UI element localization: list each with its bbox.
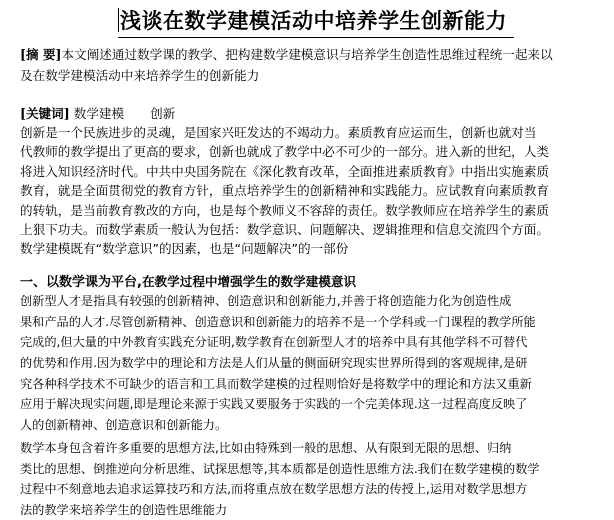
abstract-line: 及在数学建模活动中来培养学生的创新能力	[20, 68, 260, 83]
paragraph-line: 上狠下功夫。而数学素质一般认为包括：数学意识、问题解决、逻辑推理和信息交流四个方面。	[20, 221, 549, 237]
text-cursor	[118, 8, 119, 32]
abstract-text: 本文阐述通过数学课的教学、把构建数学建模意识与培养学生创造性思维过程统一起来以	[61, 47, 553, 62]
document-title	[118, 5, 507, 37]
keywords	[20, 104, 610, 124]
keyword-item: 数学建模	[73, 106, 125, 121]
paragraph-line: 类比的思想、倒推逆向分析思维、试探思想等,其本质都是创造性思维方法.我们在数学建模的数学	[20, 461, 540, 476]
paragraph-line: 人的创新精神、创造意识和创新能力。	[20, 418, 228, 433]
section-intro	[20, 123, 612, 259]
paragraph-line: 的优势和作用.因为数学中的理论和方法是人们从量的侧面研究现实世界所得到的客观规律,是研	[20, 356, 528, 371]
paragraph-line: 代教师的教学提出了更高的要求，创新也就成了教学中必不可少的一部分。进入新的世纪，人类	[20, 144, 549, 160]
section-math-thinking	[20, 438, 612, 520]
paragraph-line: 究各种科学技术不可缺少的语言和工具而数学建模的过程则恰好是将数学中的理论和方法又重新	[20, 376, 532, 391]
section-heading	[20, 271, 610, 291]
document-title-text: 浅谈在数学建模活动中培养学生创新能力	[120, 9, 507, 33]
paragraph-line: 应用于解决现实问题,即是理论来源于实践又要服务于实践的一个完美体现.这一过程高度反映了	[20, 397, 528, 412]
abstract	[20, 44, 610, 86]
paragraph-line: 过程中不刻意地去追求运算技巧和方法,而将重点放在数学思想方法的传授上,运用对数学思想方	[20, 482, 528, 497]
abstract-line	[20, 44, 610, 65]
section-creative-talent	[20, 291, 612, 436]
paragraph-line: 果和产品的人才.尽管创新精神、创造意识和创新能力的培养不是一个学科或一门课程的教学所能	[20, 314, 536, 329]
title-underline	[118, 37, 514, 38]
paragraph-line: 法的教学来培养学生的创造性思维能力	[20, 502, 228, 517]
keyword-item: 创新	[150, 106, 176, 121]
paragraph-line: 的转轨，是当前教育教改的方向，也是每个教师义不容辞的责任。数学教师应在培养学生的素质	[20, 202, 549, 218]
keywords-label: [关键词]	[20, 106, 70, 121]
paragraph-line: 教育，就是全面贯彻党的教育方针，重点培养学生的创新精神和实践能力。应试教育向素质教育	[20, 183, 549, 199]
paragraph-line: 创新是一个民族进步的灵魂，是国家兴旺发达的不竭动力。素质教育应运而生，创新也就对当	[20, 125, 537, 140]
section-heading-main: 一、以数学课为平台,	[20, 275, 142, 290]
paragraph-line: 数学建模既有“数学意识”的因素，也是“问题解决”的一部份	[20, 241, 349, 257]
paragraph-line: 将进入知识经济时代。中共中央国务院在《深化教育改革，全面推进素质教育》中指出实施素质	[20, 163, 549, 179]
abstract-label: [摘 要]	[20, 47, 62, 62]
section-heading-sub: 在教学过程中增强学生的数学建模意识	[141, 274, 357, 289]
paragraph-line: 完成的,但大量的中外教育实践充分证明,数学教育在创新型人才的培养中具有其他学科不可替代	[20, 335, 528, 350]
paragraph-line: 数学本身包含着许多重要的思想方法,比如由特殊到一般的思想、从有限到无限的思想、归纳	[20, 441, 512, 455]
paragraph-line: 创新型人才是指具有较强的创新精神、创造意识和创新能力,并善于将创造能力化为创造性成	[20, 294, 512, 308]
